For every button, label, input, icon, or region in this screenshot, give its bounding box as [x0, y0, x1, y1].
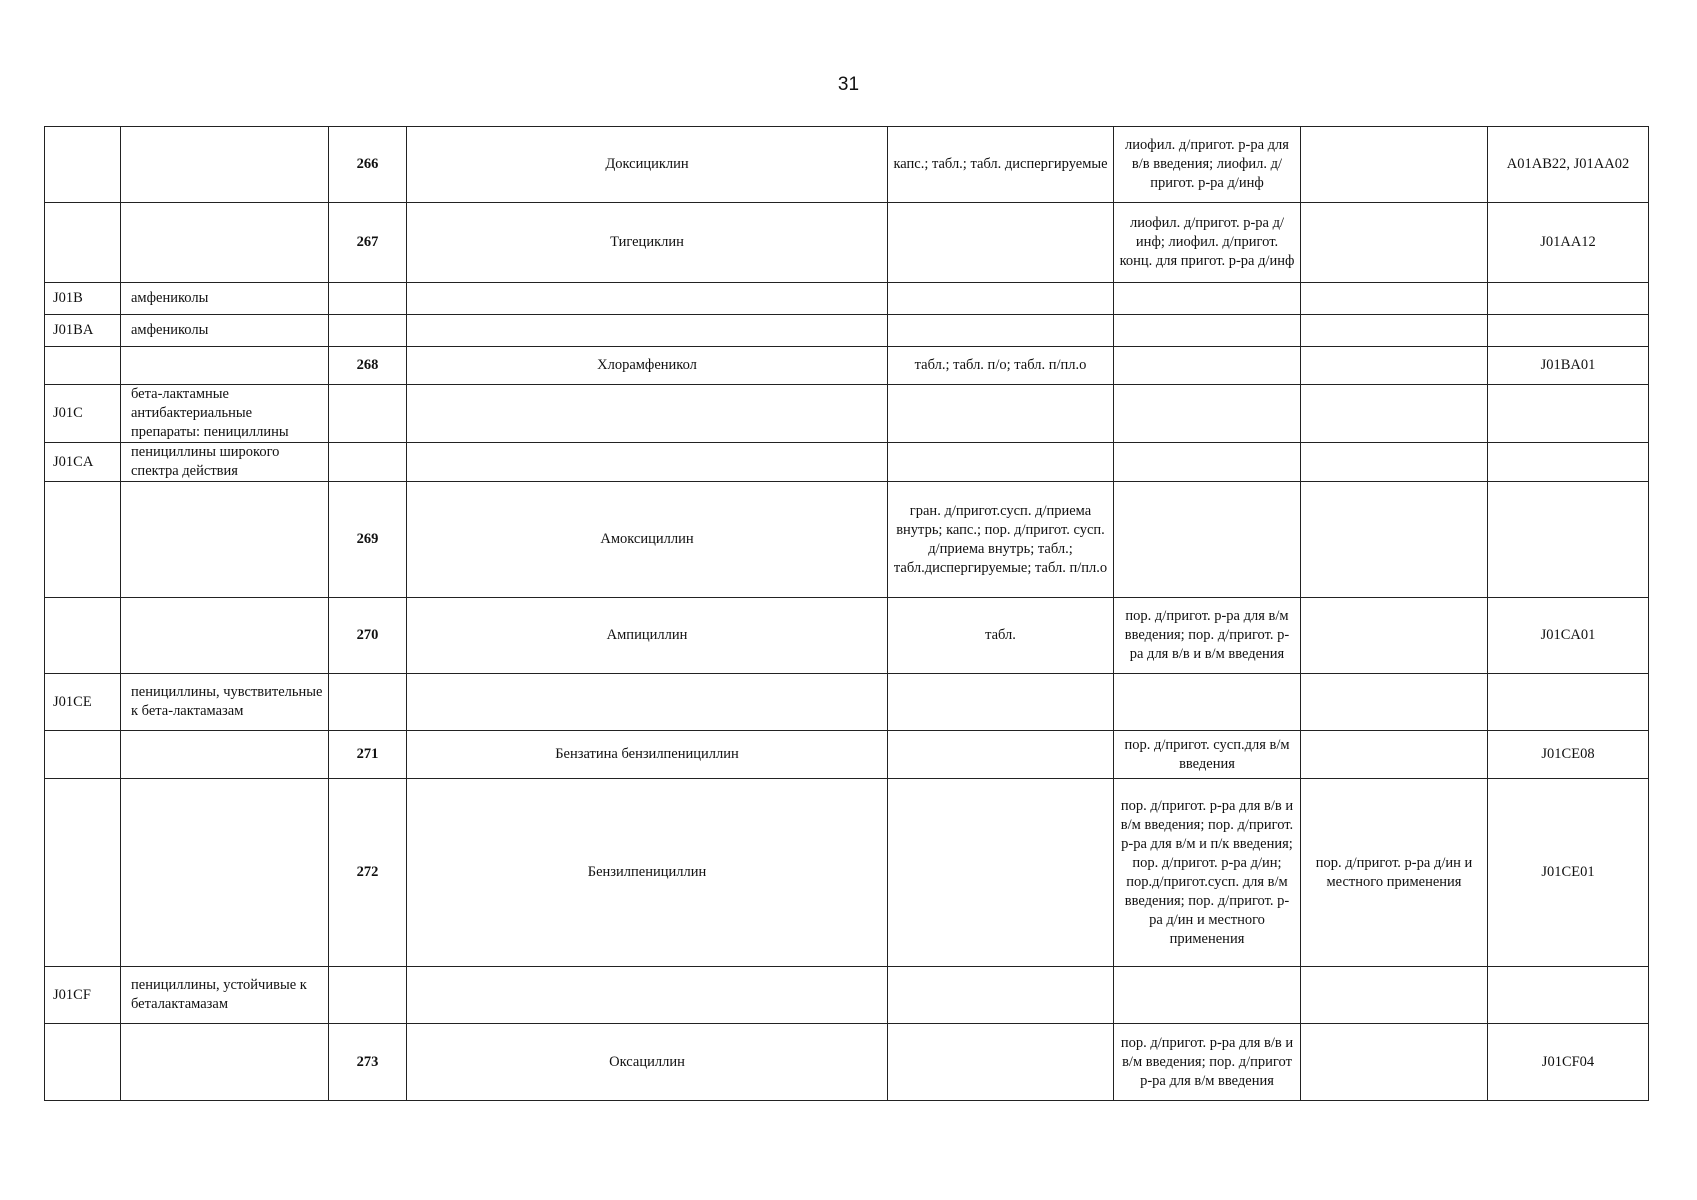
dosage-form-other-cell — [1301, 731, 1488, 779]
atc-code-cell: J01CE08 — [1488, 731, 1649, 779]
atc-code-cell: J01CF04 — [1488, 1024, 1649, 1101]
atc-code-cell — [1488, 674, 1649, 731]
dosage-form-injectable-cell: пор. д/пригот. сусп.для в/м введения — [1114, 731, 1301, 779]
atc-group-code-cell: J01B — [45, 283, 121, 315]
table-row — [45, 1024, 1649, 1101]
row-number-cell: 272 — [329, 779, 407, 967]
dosage-form-other-cell — [1301, 1024, 1488, 1101]
table-row — [45, 315, 1649, 347]
row-number-cell: 268 — [329, 347, 407, 385]
dosage-form-cell — [888, 731, 1114, 779]
dosage-form-other-cell — [1301, 482, 1488, 598]
dosage-form-injectable-cell: пор. д/пригот. р-ра для в/м введения; пор. д/пригот. р-ра для в/в и в/м введения — [1114, 598, 1301, 674]
atc-group-code-cell — [45, 127, 121, 203]
dosage-form-other-cell — [1301, 347, 1488, 385]
table-row — [45, 598, 1649, 674]
atc-group-name-cell — [121, 779, 329, 967]
atc-group-code-cell — [45, 203, 121, 283]
table-row — [45, 779, 1649, 967]
drug-name-cell: Ампициллин — [407, 598, 888, 674]
drug-list-table — [44, 126, 1649, 1101]
dosage-form-cell — [888, 674, 1114, 731]
table-row — [45, 674, 1649, 731]
dosage-form-other-cell — [1301, 674, 1488, 731]
drug-name-cell: Доксициклин — [407, 127, 888, 203]
drug-name-cell: Оксациллин — [407, 1024, 888, 1101]
atc-group-code-cell: J01CE — [45, 674, 121, 731]
dosage-form-other-cell — [1301, 203, 1488, 283]
drug-name-cell: Тигециклин — [407, 203, 888, 283]
row-number-cell: 270 — [329, 598, 407, 674]
drug-name-cell: Бензатина бензилпенициллин — [407, 731, 888, 779]
drug-name-cell — [407, 283, 888, 315]
atc-group-code-cell — [45, 598, 121, 674]
drug-name-cell: Амоксициллин — [407, 482, 888, 598]
atc-code-cell — [1488, 385, 1649, 443]
atc-group-name-cell: пенициллины, устойчивые к беталактамазам — [121, 967, 329, 1024]
atc-code-cell — [1488, 967, 1649, 1024]
atc-group-name-cell: амфениколы — [121, 315, 329, 347]
row-number-cell: 266 — [329, 127, 407, 203]
dosage-form-other-cell — [1301, 315, 1488, 347]
drug-name-cell — [407, 385, 888, 443]
table-row — [45, 385, 1649, 443]
table-row — [45, 347, 1649, 385]
dosage-form-cell: гран. д/пригот.сусп. д/приема внутрь; капс.; пор. д/пригот. сусп. д/приема внутрь; табл.; табл.диспергируемые; табл. п/пл.о — [888, 482, 1114, 598]
dosage-form-cell: капс.; табл.; табл. диспергируемые — [888, 127, 1114, 203]
row-number-cell: 271 — [329, 731, 407, 779]
dosage-form-cell — [888, 203, 1114, 283]
table-body — [45, 127, 1649, 1101]
atc-code-cell: A01AB22, J01AA02 — [1488, 127, 1649, 203]
atc-group-name-cell — [121, 347, 329, 385]
atc-group-name-cell — [121, 598, 329, 674]
page-number: 31 — [837, 74, 860, 95]
table-row — [45, 127, 1649, 203]
drug-name-cell — [407, 674, 888, 731]
dosage-form-injectable-cell — [1114, 443, 1301, 482]
row-number-cell — [329, 443, 407, 482]
atc-group-name-cell: пенициллины, чувствительные к бета-лактамазам — [121, 674, 329, 731]
row-number-cell: 269 — [329, 482, 407, 598]
dosage-form-injectable-cell: лиофил. д/пригот. р-ра д/инф; лиофил. д/пригот. конц. для пригот. р-ра д/инф — [1114, 203, 1301, 283]
atc-group-name-cell: бета-лактамные антибактериальные препараты: пенициллины — [121, 385, 329, 443]
atc-group-code-cell — [45, 482, 121, 598]
atc-group-name-cell — [121, 1024, 329, 1101]
drug-name-cell — [407, 315, 888, 347]
row-number-cell: 267 — [329, 203, 407, 283]
table-row — [45, 967, 1649, 1024]
atc-group-code-cell: J01BA — [45, 315, 121, 347]
atc-code-cell — [1488, 283, 1649, 315]
dosage-form-injectable-cell — [1114, 967, 1301, 1024]
atc-code-cell — [1488, 315, 1649, 347]
dosage-form-other-cell — [1301, 967, 1488, 1024]
atc-code-cell: J01CA01 — [1488, 598, 1649, 674]
row-number-cell — [329, 283, 407, 315]
atc-group-name-cell — [121, 203, 329, 283]
atc-code-cell: J01CE01 — [1488, 779, 1649, 967]
dosage-form-cell — [888, 1024, 1114, 1101]
atc-code-cell: J01BA01 — [1488, 347, 1649, 385]
dosage-form-cell: табл. — [888, 598, 1114, 674]
dosage-form-injectable-cell: пор. д/пригот. р-ра для в/в и в/м введения; пор. д/пригот. р-ра для в/м и п/к введения; пор. д/пригот. р-ра д/ин; пор.д/пригот.сусп. для в/м введения; пор. д/пригот. р-ра д/ин и местного применения — [1114, 779, 1301, 967]
table-row — [45, 203, 1649, 283]
table-row — [45, 731, 1649, 779]
drug-name-cell: Бензилпенициллин — [407, 779, 888, 967]
drug-name-cell — [407, 443, 888, 482]
atc-group-name-cell: амфениколы — [121, 283, 329, 315]
atc-group-code-cell — [45, 1024, 121, 1101]
dosage-form-other-cell — [1301, 127, 1488, 203]
atc-group-name-cell — [121, 482, 329, 598]
atc-group-code-cell — [45, 731, 121, 779]
atc-group-name-cell — [121, 731, 329, 779]
drug-name-cell: Хлорамфеникол — [407, 347, 888, 385]
drug-name-cell — [407, 967, 888, 1024]
table-row — [45, 283, 1649, 315]
table-row — [45, 443, 1649, 482]
dosage-form-cell — [888, 385, 1114, 443]
dosage-form-injectable-cell: пор. д/пригот. р-ра для в/в и в/м введения; пор. д/пригот р-ра для в/м введения — [1114, 1024, 1301, 1101]
row-number-cell — [329, 315, 407, 347]
row-number-cell — [329, 385, 407, 443]
dosage-form-injectable-cell — [1114, 347, 1301, 385]
dosage-form-cell — [888, 779, 1114, 967]
dosage-form-other-cell — [1301, 385, 1488, 443]
dosage-form-cell — [888, 283, 1114, 315]
table-row — [45, 482, 1649, 598]
dosage-form-other-cell: пор. д/пригот. р-ра д/ин и местного применения — [1301, 779, 1488, 967]
row-number-cell: 273 — [329, 1024, 407, 1101]
dosage-form-cell: табл.; табл. п/о; табл. п/пл.о — [888, 347, 1114, 385]
atc-code-cell — [1488, 482, 1649, 598]
dosage-form-other-cell — [1301, 598, 1488, 674]
dosage-form-cell — [888, 443, 1114, 482]
dosage-form-injectable-cell: лиофил. д/пригот. р-ра для в/в введения; лиофил. д/пригот. р-ра д/инф — [1114, 127, 1301, 203]
row-number-cell — [329, 967, 407, 1024]
atc-group-code-cell: J01C — [45, 385, 121, 443]
dosage-form-injectable-cell — [1114, 482, 1301, 598]
atc-group-code-cell — [45, 779, 121, 967]
atc-group-code-cell: J01CA — [45, 443, 121, 482]
dosage-form-cell — [888, 315, 1114, 347]
dosage-form-injectable-cell — [1114, 315, 1301, 347]
atc-code-cell — [1488, 443, 1649, 482]
dosage-form-other-cell — [1301, 443, 1488, 482]
dosage-form-other-cell — [1301, 283, 1488, 315]
dosage-form-cell — [888, 967, 1114, 1024]
atc-code-cell: J01AA12 — [1488, 203, 1649, 283]
atc-group-name-cell: пенициллины широкого спектра действия — [121, 443, 329, 482]
dosage-form-injectable-cell — [1114, 283, 1301, 315]
atc-group-name-cell — [121, 127, 329, 203]
atc-group-code-cell: J01CF — [45, 967, 121, 1024]
atc-group-code-cell — [45, 347, 121, 385]
row-number-cell — [329, 674, 407, 731]
dosage-form-injectable-cell — [1114, 674, 1301, 731]
dosage-form-injectable-cell — [1114, 385, 1301, 443]
